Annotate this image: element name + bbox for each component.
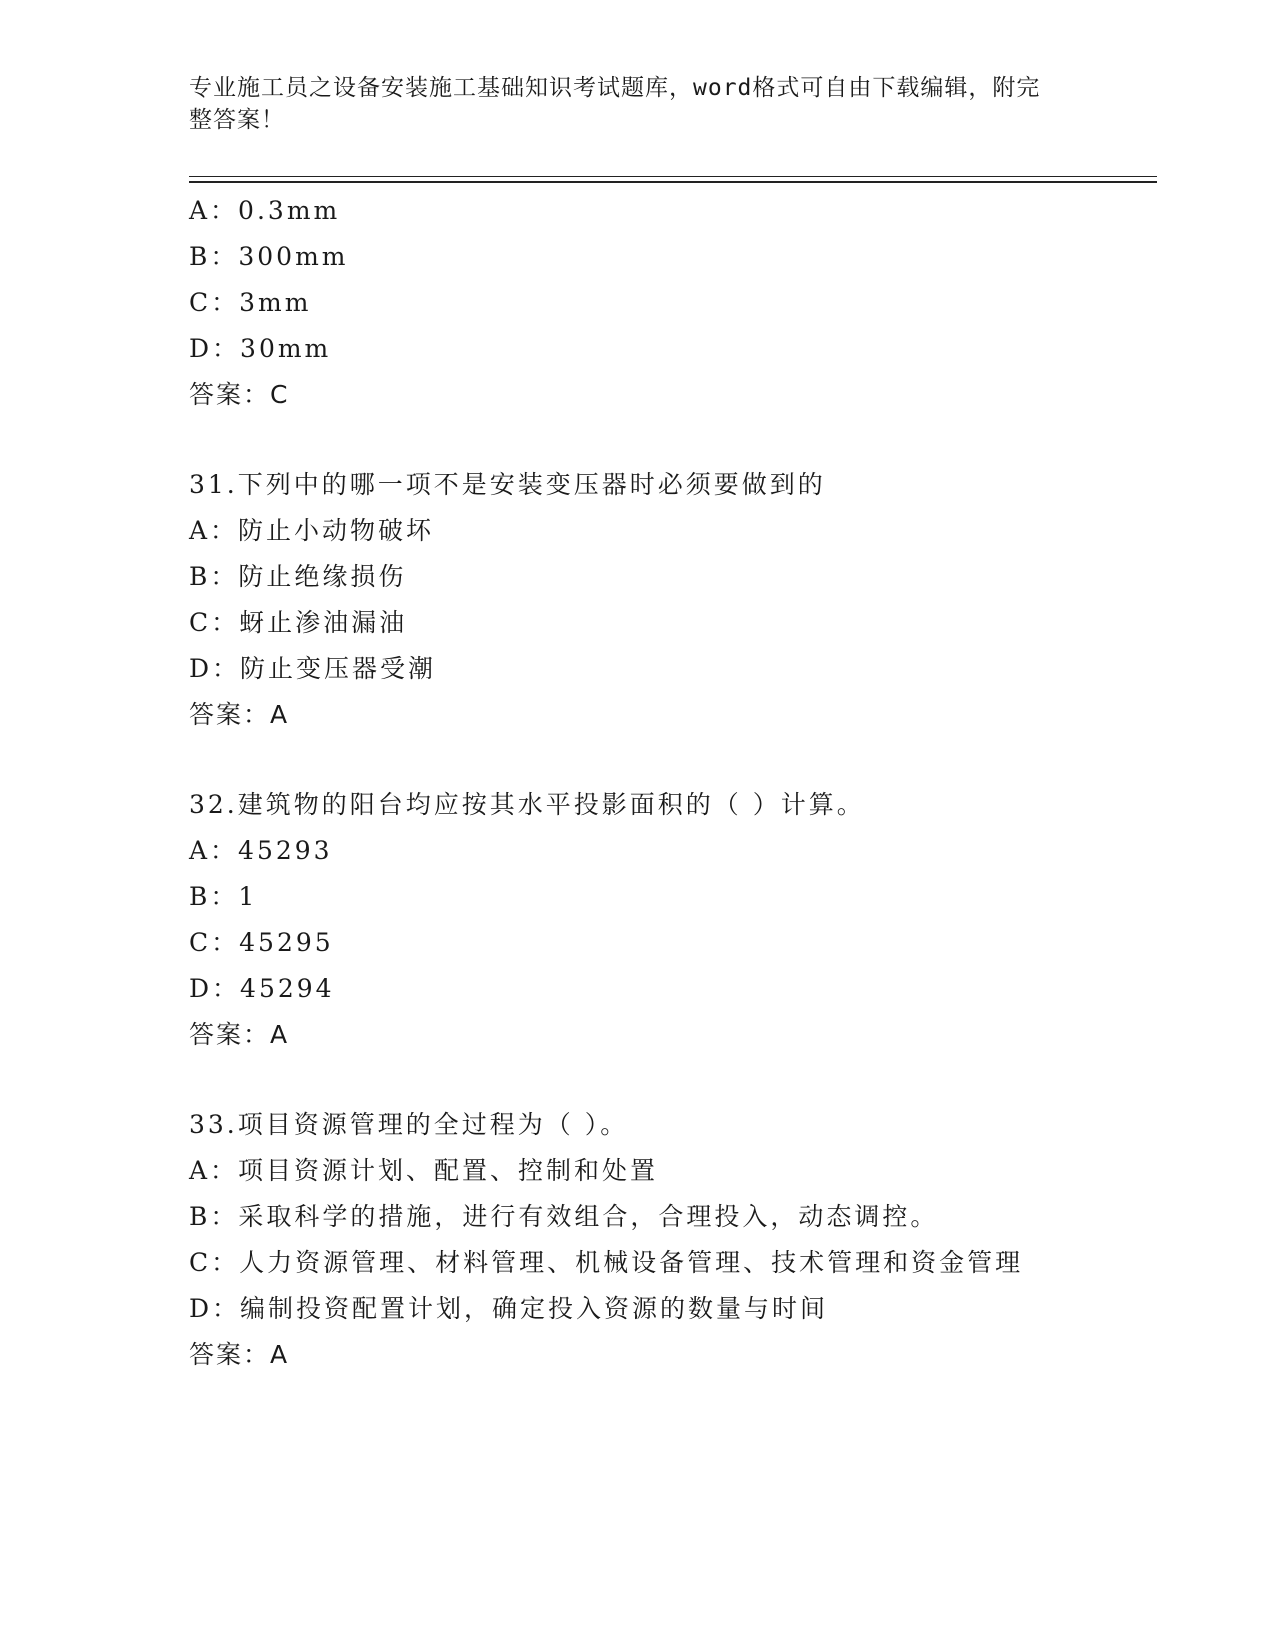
option-a: A：项目资源计划、配置、控制和处置 (189, 1156, 659, 1185)
header-line-1: 专业施工员之设备安装施工基础知识考试题库，word格式可自由下载编辑，附完 (189, 75, 1041, 101)
answer-line: 答案：A (189, 700, 290, 729)
question-stem: 33.项目资源管理的全过程为（ ）。 (189, 1110, 629, 1139)
question-block-33 (189, 1102, 1139, 1378)
question-stem: 31.下列中的哪一项不是安装变压器时必须要做到的 (189, 470, 826, 499)
question-block-32 (189, 782, 1139, 1058)
option-d: D：30mm (189, 334, 332, 363)
option-d: D：防止变压器受潮 (189, 654, 437, 683)
answer-line: 答案：A (189, 1340, 290, 1369)
option-b: B：采取科学的措施，进行有效组合，合理投入，动态调控。 (189, 1202, 939, 1231)
answer-line: 答案：A (189, 1020, 290, 1049)
document-header (189, 72, 1069, 136)
question-list (189, 188, 1139, 1378)
option-c: C：3mm (189, 288, 312, 317)
option-d: D：45294 (189, 974, 335, 1003)
question-block-31 (189, 462, 1139, 738)
header-line-2: 整答案！ (189, 107, 285, 133)
header-divider-bottom (189, 181, 1157, 183)
question-stem: 32.建筑物的阳台均应按其水平投影面积的（ ）计算。 (189, 790, 865, 819)
option-d: D：编制投资配置计划，确定投入资源的数量与时间 (189, 1294, 829, 1323)
option-a: A：45293 (189, 836, 333, 865)
option-b: B：300mm (189, 242, 349, 271)
option-b: B：1 (189, 882, 258, 911)
option-a: A：防止小动物破坏 (189, 516, 435, 545)
header-divider-top (189, 176, 1157, 177)
option-b: B：防止绝缘损伤 (189, 562, 407, 591)
answer-line: 答案：C (189, 380, 290, 409)
question-block-30 (189, 188, 1139, 418)
option-c: C：45295 (189, 928, 334, 957)
option-a: A：0.3mm (189, 196, 341, 225)
option-c: C：人力资源管理、材料管理、机械设备管理、技术管理和资金管理 (189, 1248, 1024, 1277)
option-c: C：蚜止渗油漏油 (189, 608, 408, 637)
